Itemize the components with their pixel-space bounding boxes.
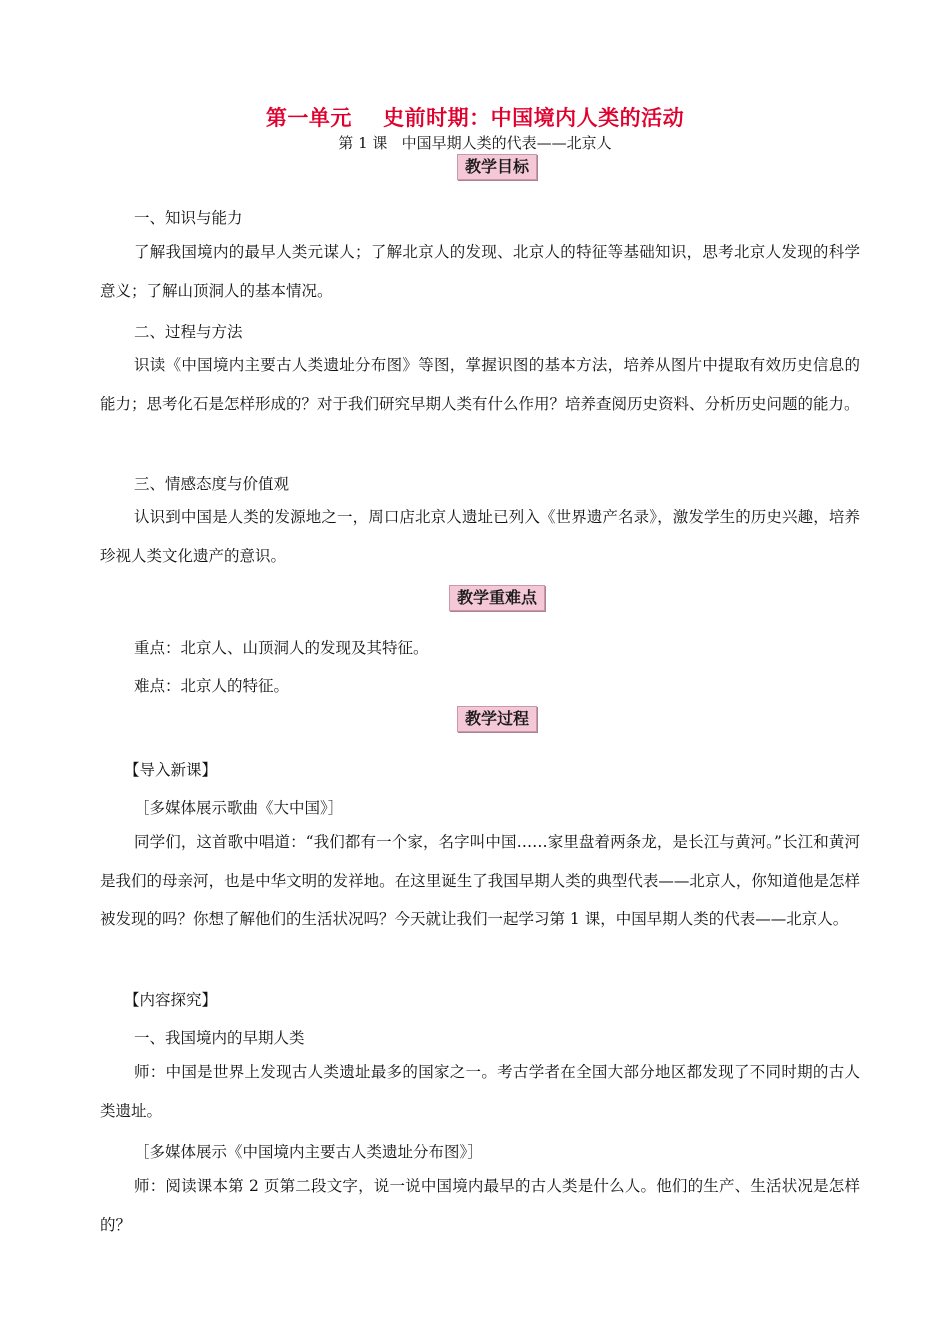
section-tag-process: 教学过程 [457,706,537,732]
intro-heading: 【导入新课】 [124,761,218,779]
media-note-2: ［多媒体展示《中国境内主要古人类遗址分布图》］ [134,1143,483,1161]
goals-paragraph-3: 认识到中国是人类的发源地之一，周口店北京人遗址已列入《世界遗产名录》，激发学生的历史兴趣，培养珍视人类文化遗产的意识。 [100,508,860,565]
explore-subheading-1: 一、我国境内的早期人类 [134,1029,305,1047]
media-note-1: ［多媒体展示歌曲《大中国》］ [134,799,344,817]
teacher-paragraph-1: 师：中国是世界上发现古人类遗址最多的国家之一。考古学者在全国大部分地区都发现了不同时期的古人类遗址。 [100,1063,860,1120]
goals-paragraph-1: 了解我国境内的最早人类元谋人；了解北京人的发现、北京人的特征等基础知识，思考北京人发现的科学意义；了解山顶洞人的基本情况。 [100,243,860,300]
intro-paragraph: 同学们，这首歌中唱道：“我们都有一个家，名字叫中国……家里盘着两条龙，是长江与黄河。”长江和黄河是我们的母亲河，也是中华文明的发祥地。在这里诞生了我国早期人类的典型代表——北京人，你知道他是怎样被发现的吗？你想了解他们的生活状况吗？今天就让我们一起学习第 1 课，中国早期人类的代表——北京人。 [100,833,860,928]
unit-title: 第一单元 史前时期：中国境内人类的活动 [265,106,685,130]
key-point-difficulty: 难点：北京人的特征。 [134,677,290,695]
goals-heading-2: 二、过程与方法 [134,323,243,341]
key-point-focus: 重点：北京人、山顶洞人的发现及其特征。 [134,639,429,657]
section-tag-goals: 教学目标 [457,154,537,180]
goals-heading-3: 三、情感态度与价值观 [134,475,290,493]
section-tag-key-points: 教学重难点 [449,585,545,611]
goals-heading-1: 一、知识与能力 [134,209,243,227]
teacher-paragraph-2: 师：阅读课本第 2 页第二段文字，说一说中国境内最早的古人类是什么人。他们的生产、生活状况是怎样的？ [100,1177,860,1234]
explore-heading: 【内容探究】 [124,991,218,1009]
goals-paragraph-2: 识读《中国境内主要古人类遗址分布图》等图，掌握识图的基本方法，培养从图片中提取有效历史信息的能力；思考化石是怎样形成的？对于我们研究早期人类有什么作用？培养查阅历史资料、分析历史问题的能力。 [100,356,860,413]
lesson-title: 第 1 课 中国早期人类的代表——北京人 [338,134,612,152]
